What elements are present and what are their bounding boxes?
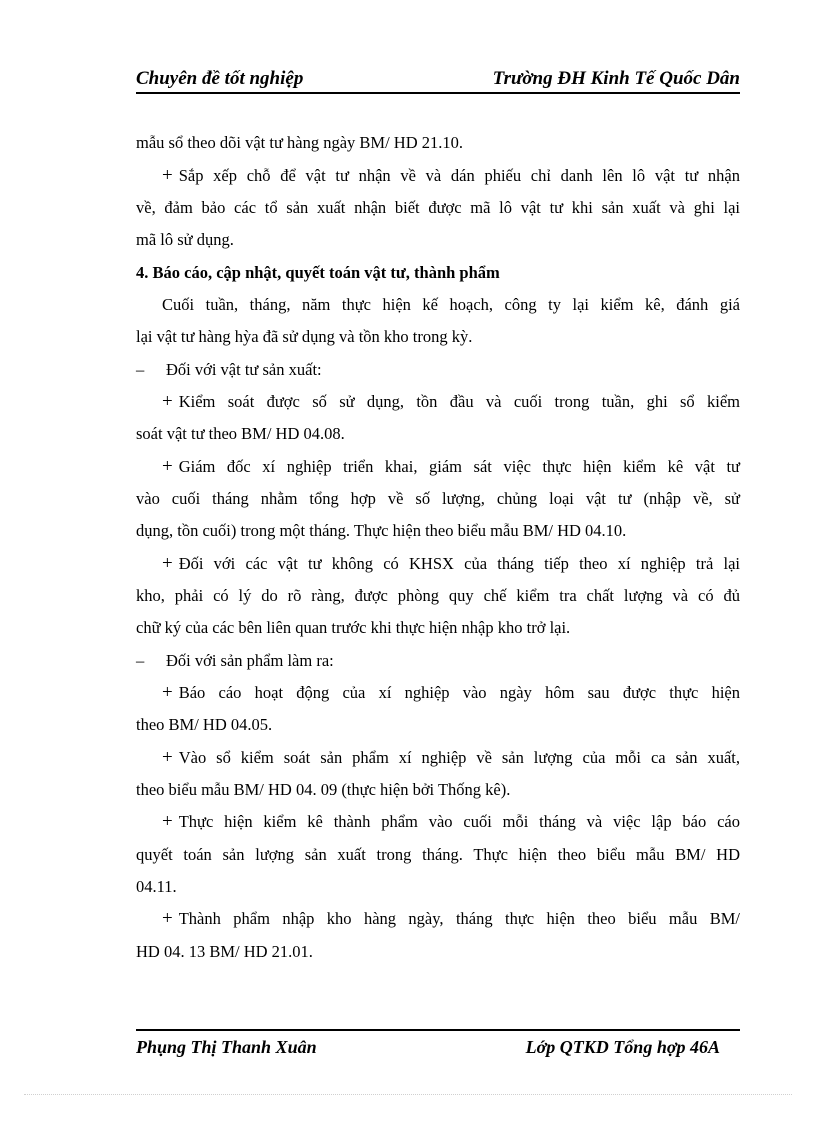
body-line: 04.11. [136, 877, 177, 896]
page-footer [136, 1029, 740, 1061]
footer-class: Lớp QTKD Tổng hợp 46A [525, 1037, 720, 1057]
header-thesis-title: Chuyên đề tốt nghiệp [136, 68, 304, 89]
bullet-paragraph: + Đối với các vật tư không có KHSX của tháng tiếp theo xí nghiệp trả lại [162, 553, 740, 574]
bullet-paragraph: + Báo cáo hoạt động của xí nghiệp vào ngày hôm sau được thực hiện [162, 682, 740, 703]
dash-item: – Đối với vật tư sản xuất: [136, 358, 322, 382]
dash-bullet-icon: – [136, 360, 145, 379]
plus-bullet-icon: + [162, 811, 173, 832]
footer-author: Phụng Thị Thanh Xuân [136, 1037, 317, 1057]
bullet-paragraph: + Thành phẩm nhập kho hàng ngày, tháng thực hiện theo biểu mẫu BM/ [162, 908, 740, 929]
bullet-paragraph: + Thực hiện kiểm kê thành phẩm vào cuối mỗi tháng và việc lập báo cáo [162, 811, 740, 832]
body-line: theo BM/ HD 04.05. [136, 715, 273, 734]
plus-bullet-icon: + [162, 391, 173, 412]
body-line: về, đảm bảo các tổ sản xuất nhận biết được mã lô vật tư khi sản xuất và ghi lại [136, 198, 740, 217]
bullet-paragraph: + Kiểm soát được số sử dụng, tồn đầu và cuối trong tuần, ghi sổ kiểm [162, 391, 740, 412]
header-university: Trường ĐH Kinh Tế Quốc Dân [492, 68, 740, 89]
body-line: quyết toán sản lượng sản xuất trong tháng. Thực hiện theo biểu mẫu BM/ HD [136, 845, 740, 864]
page-header [136, 66, 740, 94]
body-line: vào cuối tháng nhằm tổng hợp về số lượng, chủng loại vật tư (nhập về, sử [136, 489, 740, 508]
plus-bullet-icon: + [162, 908, 173, 929]
dash-bullet-icon: – [136, 651, 145, 670]
bullet-paragraph: + Giám đốc xí nghiệp triển khai, giám sát việc thực hiện kiểm kê vật tư [162, 456, 740, 477]
body-line: dụng, tồn cuối) trong một tháng. Thực hiện theo biểu mẫu BM/ HD 04.10. [136, 521, 627, 540]
body-line: mẫu sổ theo dõi vật tư hàng ngày BM/ HD 21.10. [136, 133, 463, 152]
plus-bullet-icon: + [162, 682, 173, 703]
plus-bullet-icon: + [162, 553, 173, 574]
bullet-paragraph: + Sắp xếp chỗ để vật tư nhận về và dán phiếu chỉ danh lên lô vật tư nhận [162, 165, 740, 186]
body-line: kho, phải có lý do rõ ràng, được phòng quy chế kiểm tra chất lượng và có đủ [136, 586, 740, 605]
body-line: lại vật tư hàng hỳa đã sử dụng và tồn kho trong kỳ. [136, 327, 473, 346]
bullet-paragraph: + Vào sổ kiểm soát sản phẩm xí nghiệp về sản lượng của mỗi ca sản xuất, [162, 747, 740, 768]
body-line: soát vật tư theo BM/ HD 04.08. [136, 424, 345, 443]
page-edge-divider [24, 1094, 792, 1095]
body-line: mã lô sử dụng. [136, 230, 234, 249]
plus-bullet-icon: + [162, 165, 173, 186]
dash-item: – Đối với sản phẩm làm ra: [136, 649, 334, 673]
plus-bullet-icon: + [162, 747, 173, 768]
body-line: HD 04. 13 BM/ HD 21.01. [136, 942, 313, 961]
plus-bullet-icon: + [162, 456, 173, 477]
section-heading: 4. Báo cáo, cập nhật, quyết toán vật tư, thành phẩm [136, 263, 500, 282]
body-line: Cuối tuần, tháng, năm thực hiện kế hoạch, công ty lại kiểm kê, đánh giá [162, 295, 740, 314]
body-line: chữ ký của các bên liên quan trước khi thực hiện nhập kho trở lại. [136, 618, 571, 637]
body-line: theo biểu mẫu BM/ HD 04. 09 (thực hiện bởi Thống kê). [136, 780, 511, 799]
